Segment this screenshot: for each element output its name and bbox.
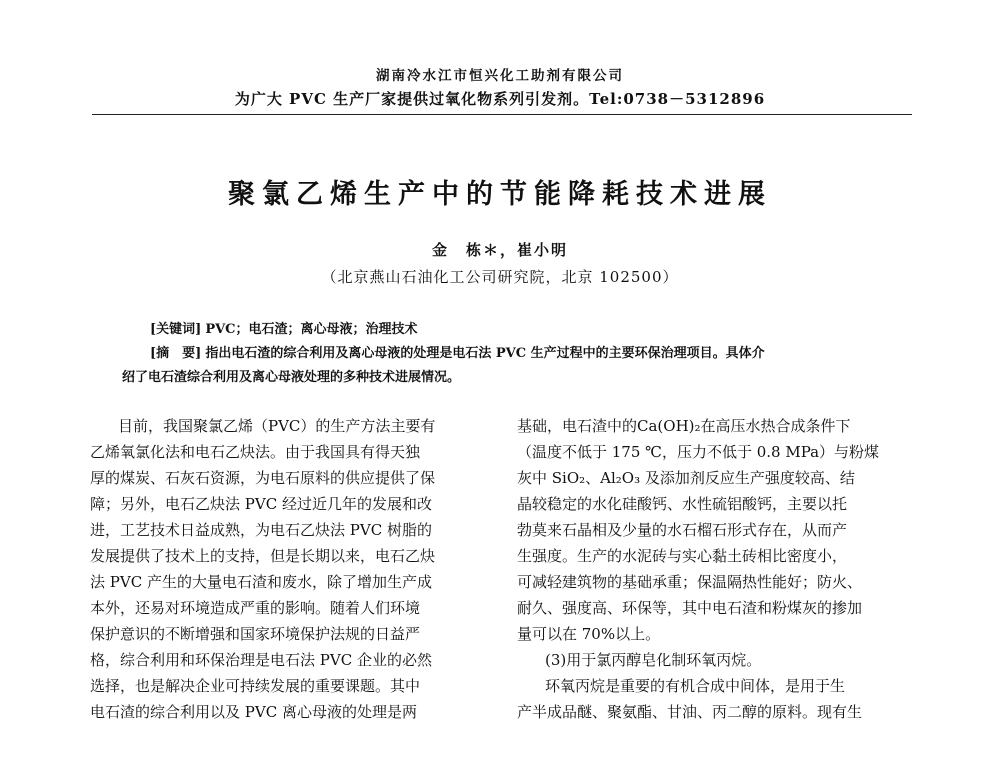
- body-right-line: 产半成品醚、聚氨酯、甘油、丙二醇的原料。现有生: [517, 703, 863, 721]
- body-column-left: [90, 413, 482, 725]
- article-title: 聚氯乙烯生产中的节能降耗技术进展: [228, 179, 772, 210]
- abstract-text-1: 指出电石渣的综合利用及离心母液的处理是电石法 PVC 生产过程中的主要环保治理项目。具体介: [205, 346, 765, 361]
- body-left-line: 格，综合利用和环保治理是电石法 PVC 企业的必然: [90, 651, 432, 669]
- body-left-line: 保护意识的不断增强和国家环境保护法规的日益严: [90, 625, 421, 643]
- article-affiliation: （北京燕山石油化工公司研究院，北京 102500）: [321, 268, 679, 286]
- body-left-line: 厚的煤炭、石灰石资源，为电石原料的供应提供了保: [90, 469, 436, 487]
- body-right-line: 耐久、强度高、环保等，其中电石渣和粉煤灰的掺加: [517, 599, 863, 617]
- keywords-label: [关键词]: [150, 322, 202, 337]
- body-right-line: 基础，电石渣中的Ca(OH)₂在高压水热合成条件下: [517, 417, 851, 435]
- header-slogan: 为广大 PVC 生产厂家提供过氧化物系列引发剂。Tel:0738－5312896: [234, 90, 766, 108]
- body-left-line: 发展提供了技术上的支持，但是长期以来，电石乙炔: [90, 547, 436, 565]
- body-right-line: 晶较稳定的水化硅酸钙、水性硫铝酸钙，主要以托: [517, 495, 848, 513]
- keywords: [150, 318, 910, 342]
- body-left-line: 电石渣的综合利用以及 PVC 离心母液的处理是两: [90, 703, 417, 721]
- body-right-line: 勃莫来石晶相及少量的水石榴石形式存在，从而产: [517, 521, 848, 539]
- article-authors: 金 栋＊，崔小明: [431, 241, 568, 259]
- body-left-line: 障；另外，电石乙炔法 PVC 经过近几年的发展和改: [90, 495, 432, 513]
- body-right-line: 灰中 SiO₂、Al₂O₃ 及添加剂反应生产强度较高、结: [517, 469, 855, 487]
- body-right-line: 环氧丙烷是重要的有机合成中间体，是用于生: [545, 677, 846, 695]
- body-left-line: 进，工艺技术日益成熟，为电石乙炔法 PVC 树脂的: [90, 521, 432, 539]
- body-right-line: （温度不低于 175 ℃，压力不低于 0.8 MPa）与粉煤: [517, 443, 880, 461]
- header-company: 湖南冷水江市恒兴化工助剂有限公司: [376, 68, 624, 84]
- body-column-right: [517, 413, 909, 725]
- body-left-line: 目前，我国聚氯乙烯（PVC）的生产方法主要有: [118, 417, 436, 435]
- body-left-line: 法 PVC 产生的大量电石渣和废水，除了增加生产成: [90, 573, 432, 591]
- abstract: [122, 342, 912, 390]
- abstract-line-2: 绍了电石渣综合利用及离心母液处理的多种技术进展情况。: [122, 370, 461, 385]
- header-rule: [92, 114, 912, 115]
- abstract-label: [摘 要]: [150, 346, 202, 361]
- body-right-line: 生强度。生产的水泥砖与实心黏土砖相比密度小，: [517, 547, 848, 565]
- body-left-line: 选择，也是解决企业可持续发展的重要课题。其中: [90, 677, 421, 695]
- body-right-line: 可减轻建筑物的基础承重；保温隔热性能好；防火、: [517, 573, 863, 591]
- section-heading: (3)用于氯丙醇皂化制环氧丙烷。: [545, 651, 762, 669]
- abstract-line-1: [122, 342, 912, 366]
- body-right-line: 量可以在 70%以上。: [517, 625, 661, 643]
- body-left-line: 本外，还易对环境造成严重的影响。随着人们环境: [90, 599, 421, 617]
- keywords-text: PVC；电石渣；离心母液；治理技术: [205, 322, 418, 337]
- body-left-line: 乙烯氧氯化法和电石乙炔法。由于我国具有得天独: [90, 443, 421, 461]
